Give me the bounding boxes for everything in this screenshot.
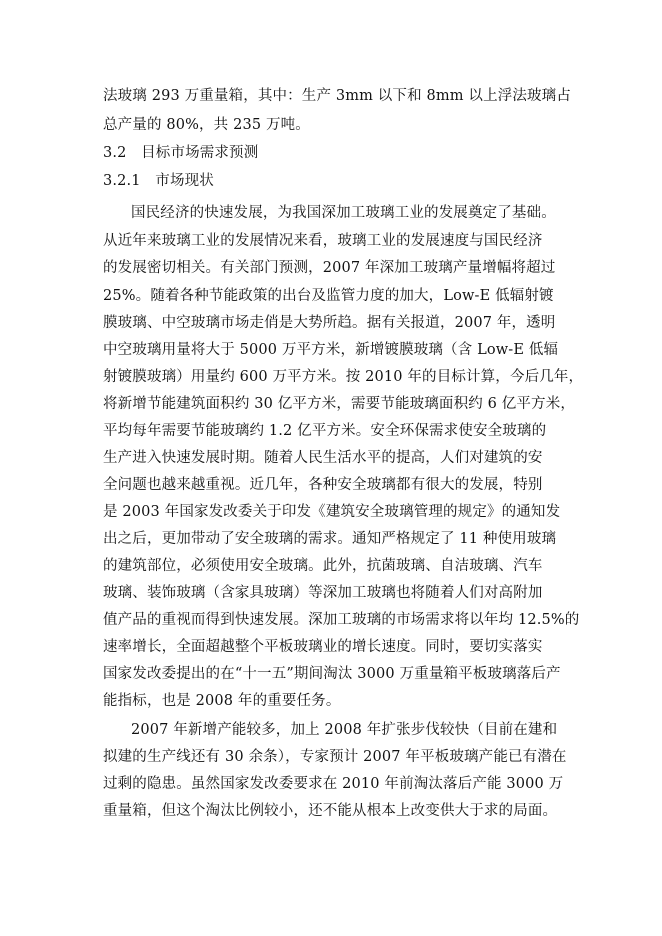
text-line: 出之后，更加带动了安全玻璃的需求。通知严格规定了 11 种使用玻璃 <box>103 531 557 547</box>
text-line: 过剩的隐患。虽然国家发改委要求在 2010 年前淘汰落后产能 3000 万 <box>103 776 564 792</box>
text-line: 总产量的 80%，共 235 万吨。 <box>103 117 310 133</box>
text-line: 国民经济的快速发展，为我国深加工玻璃工业的发展奠定了基础。 <box>131 205 556 221</box>
text-line: 2007 年新增产能较多，加上 2008 年扩张步伐较快（目前在建和 <box>131 722 558 738</box>
text-line: 射镀膜玻璃）用量约 600 万平方米。按 2010 年的目标计算，今后几年， <box>103 369 584 385</box>
text-line: 重量箱，但这个淘汰比例较小，还不能从根本上改变供大于求的局面。 <box>103 803 558 819</box>
text-line: 速率增长，全面超越整个平板玻璃业的增长速度。同时，要切实落实 <box>103 639 543 655</box>
text-line: 膜玻璃、中空玻璃市场走俏是大势所趋。据有关报道，2007 年，透明 <box>103 315 556 331</box>
text-line: 法玻璃 293 万重量箱，其中：生产 3mm 以下和 8mm 以上浮法玻璃占 <box>103 88 571 104</box>
text-line: 玻璃、装饰玻璃（含家具玻璃）等深加工玻璃也将随着人们对高附加 <box>103 585 543 601</box>
text-line: 拟建的生产线还有 30 余条），专家预计 2007 年平板玻璃产能已有潜在 <box>103 749 567 765</box>
text-line: 平均每年需要节能玻璃约 1.2 亿平方米。安全环保需求使安全玻璃的 <box>103 423 547 439</box>
text-line: 的建筑部位，必须使用安全玻璃。此外，抗菌玻璃、自洁玻璃、汽车 <box>103 558 543 574</box>
text-line: 生产进入快速发展时期。随着人民生活水平的提高，人们对建筑的安 <box>103 450 543 466</box>
text-line: 的发展密切相关。有关部门预测，2007 年深加工玻璃产量增幅将超过 <box>103 260 556 276</box>
text-line: 是 2003 年国家发改委关于印发《建筑安全玻璃管理的规定》的通知发 <box>103 504 561 520</box>
text-line: 中空玻璃用量将大于 5000 万平方米，新增镀膜玻璃（含 Low-E 低辐 <box>103 342 559 358</box>
subsection-heading: 3.2.1 市场现状 <box>103 173 214 189</box>
section-heading: 3.2 目标市场需求预测 <box>103 145 259 161</box>
text-line: 国家发改委提出的在“十一五”期间淘汰 3000 万重量箱平板玻璃落后产 <box>103 666 561 682</box>
text-line: 从近年来玻璃工业的发展情况来看，玻璃工业的发展速度与国民经济 <box>103 233 543 249</box>
text-line: 值产品的重视而得到快速发展。深加工玻璃的市场需求将以年均 12.5%的 <box>103 612 580 628</box>
text-line: 25%。随着各种节能政策的出台及监管力度的加大，Low-E 低辐射镀 <box>103 288 554 304</box>
text-line: 能指标，也是 2008 年的重要任务。 <box>103 693 341 709</box>
text-line: 全问题也越来越重视。近几年，各种安全玻璃都有很大的发展，特别 <box>103 477 543 493</box>
text-line: 将新增节能建筑面积约 30 亿平方米，需要节能玻璃面积约 6 亿平方米， <box>103 396 576 412</box>
